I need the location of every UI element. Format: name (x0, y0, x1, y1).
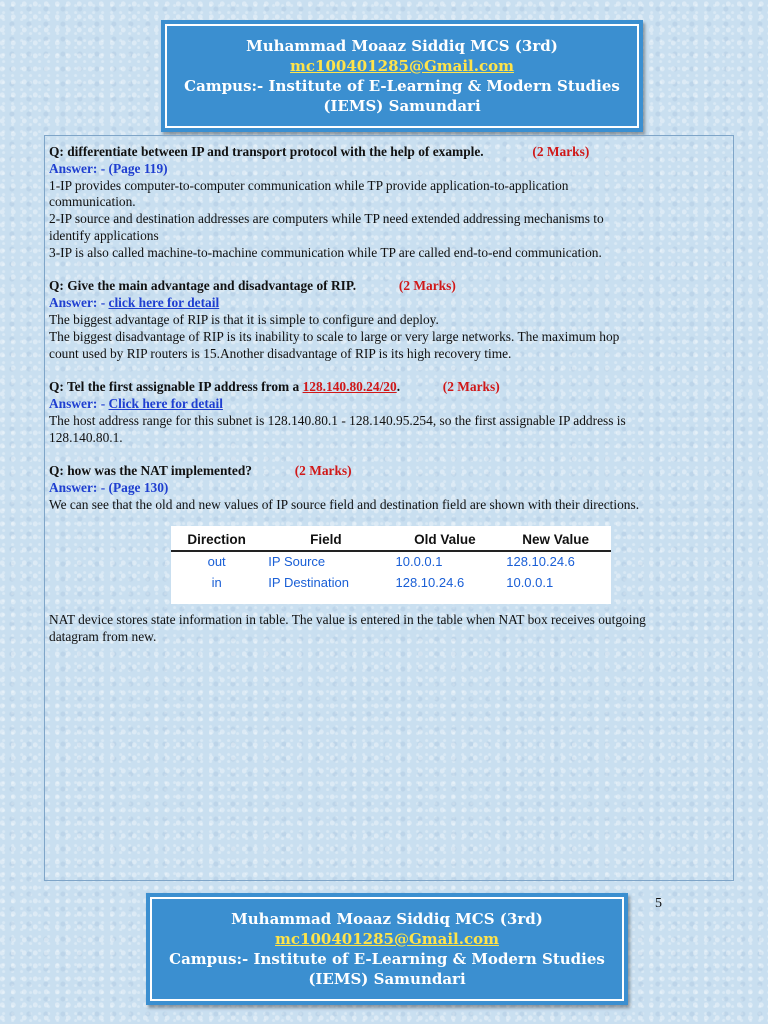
answer-4-line: datagram from new. (49, 628, 157, 644)
campus-line-1: Campus:- Institute of E-Learning & Modern Studies (169, 950, 605, 968)
question-2 (49, 278, 731, 295)
answer-1-line: 3-IP is also called machine-to-machine communication while TP are called end-to-end communication. (49, 244, 602, 260)
campus-line-1: Campus:- Institute of E-Learning & Modern Studies (184, 77, 620, 95)
answer-1-line: 1-IP provides computer-to-computer communication while TP provide application-to-application (49, 177, 569, 193)
header-banner (161, 20, 643, 132)
question-3-text: Q: Tel the first assignable IP address from a (49, 379, 303, 395)
table-header-new-value: New Value (500, 526, 611, 552)
question-3 (49, 379, 731, 396)
question-2-marks: (2 Marks) (398, 278, 456, 294)
author-name: Muhammad Moaaz Siddiq MCS (3rd) (246, 37, 558, 55)
campus-line-2: (IEMS) Samundari (308, 970, 466, 988)
answer-1-line: 2-IP source and destination addresses are computers while TP need extended addressing mechanisms to (49, 211, 604, 227)
answer-4-label: Answer: - (Page 130) (49, 479, 169, 495)
answer-3-detail-link[interactable]: Click here for detail (108, 395, 223, 411)
answer-4-line: NAT device stores state information in table. The value is entered in the table when NAT box receives outgoing (49, 611, 646, 627)
answer-3-label (49, 396, 731, 413)
table-cell: 10.0.0.1 (506, 575, 554, 591)
table-header-row (171, 526, 611, 552)
table-cell: 128.10.24.6 (506, 554, 575, 570)
question-3-end: . (396, 379, 401, 395)
answer-4-intro: We can see that the old and new values of IP source field and destination field are shown with their directions. (49, 496, 640, 512)
table-cell: 10.0.0.1 (395, 554, 443, 570)
header-banner-frame (165, 24, 639, 128)
answer-3-line: 128.140.80.1. (49, 429, 123, 445)
author-email-link[interactable]: mc100401285@Gmail.com (290, 57, 514, 75)
table-header-old-value: Old Value (390, 526, 501, 552)
table-cell: in (211, 575, 222, 591)
answer-1-line: communication. (49, 194, 136, 210)
nat-translation-table (171, 526, 611, 604)
question-3-ip-link[interactable]: 128.140.80.24/20 (302, 379, 397, 395)
answer-1-line: identify applications (49, 227, 159, 243)
answer-2-detail-link[interactable]: click here for detail (108, 295, 220, 311)
table-cell: out (207, 554, 226, 570)
campus-line-2: (IEMS) Samundari (323, 97, 481, 115)
answer-2-line: count used by RIP routers is 15.Another disadvantage of RIP is its high recovery time. (49, 345, 512, 361)
answer-2-line: The biggest disadvantage of RIP is its inability to scale to large or very large networks. The maximum hop (49, 328, 620, 344)
answer-2-label (49, 295, 731, 312)
page-number: 5 (655, 896, 662, 911)
table-header-direction: Direction (171, 526, 262, 552)
table-cell: IP Destination (268, 575, 349, 591)
question-4-marks: (2 Marks) (294, 463, 352, 479)
question-1 (49, 144, 731, 161)
answer-2-line: The biggest advantage of RIP is that it is simple to configure and deploy. (49, 311, 439, 327)
question-1-marks: (2 Marks) (532, 144, 590, 159)
author-name: Muhammad Moaaz Siddiq MCS (3rd) (231, 910, 543, 928)
question-3-marks: (2 Marks) (442, 379, 500, 395)
answer-3-line: The host address range for this subnet is 128.140.80.1 - 128.140.95.254, so the first assignable IP address is (49, 412, 626, 428)
answer-2-prefix: Answer: - (49, 295, 109, 311)
answer-1-label: Answer: - (Page 119) (49, 160, 168, 176)
document-body (49, 144, 731, 646)
table-row (171, 573, 611, 604)
table-row (171, 551, 611, 573)
author-email-link[interactable]: mc100401285@Gmail.com (275, 930, 499, 948)
answer-3-prefix: Answer: - (49, 395, 109, 411)
footer-banner-frame (150, 897, 624, 1001)
footer-banner (146, 893, 628, 1005)
question-4-text: Q: how was the NAT implemented? (49, 463, 252, 479)
question-4 (49, 463, 731, 480)
table-cell: IP Source (268, 554, 326, 570)
table-cell: 128.10.24.6 (395, 575, 465, 591)
table-header-field: Field (262, 526, 389, 552)
question-1-text: Q: differentiate between IP and transport protocol with the help of example. (49, 144, 484, 159)
question-2-text: Q: Give the main advantage and disadvantage of RIP. (49, 278, 357, 294)
